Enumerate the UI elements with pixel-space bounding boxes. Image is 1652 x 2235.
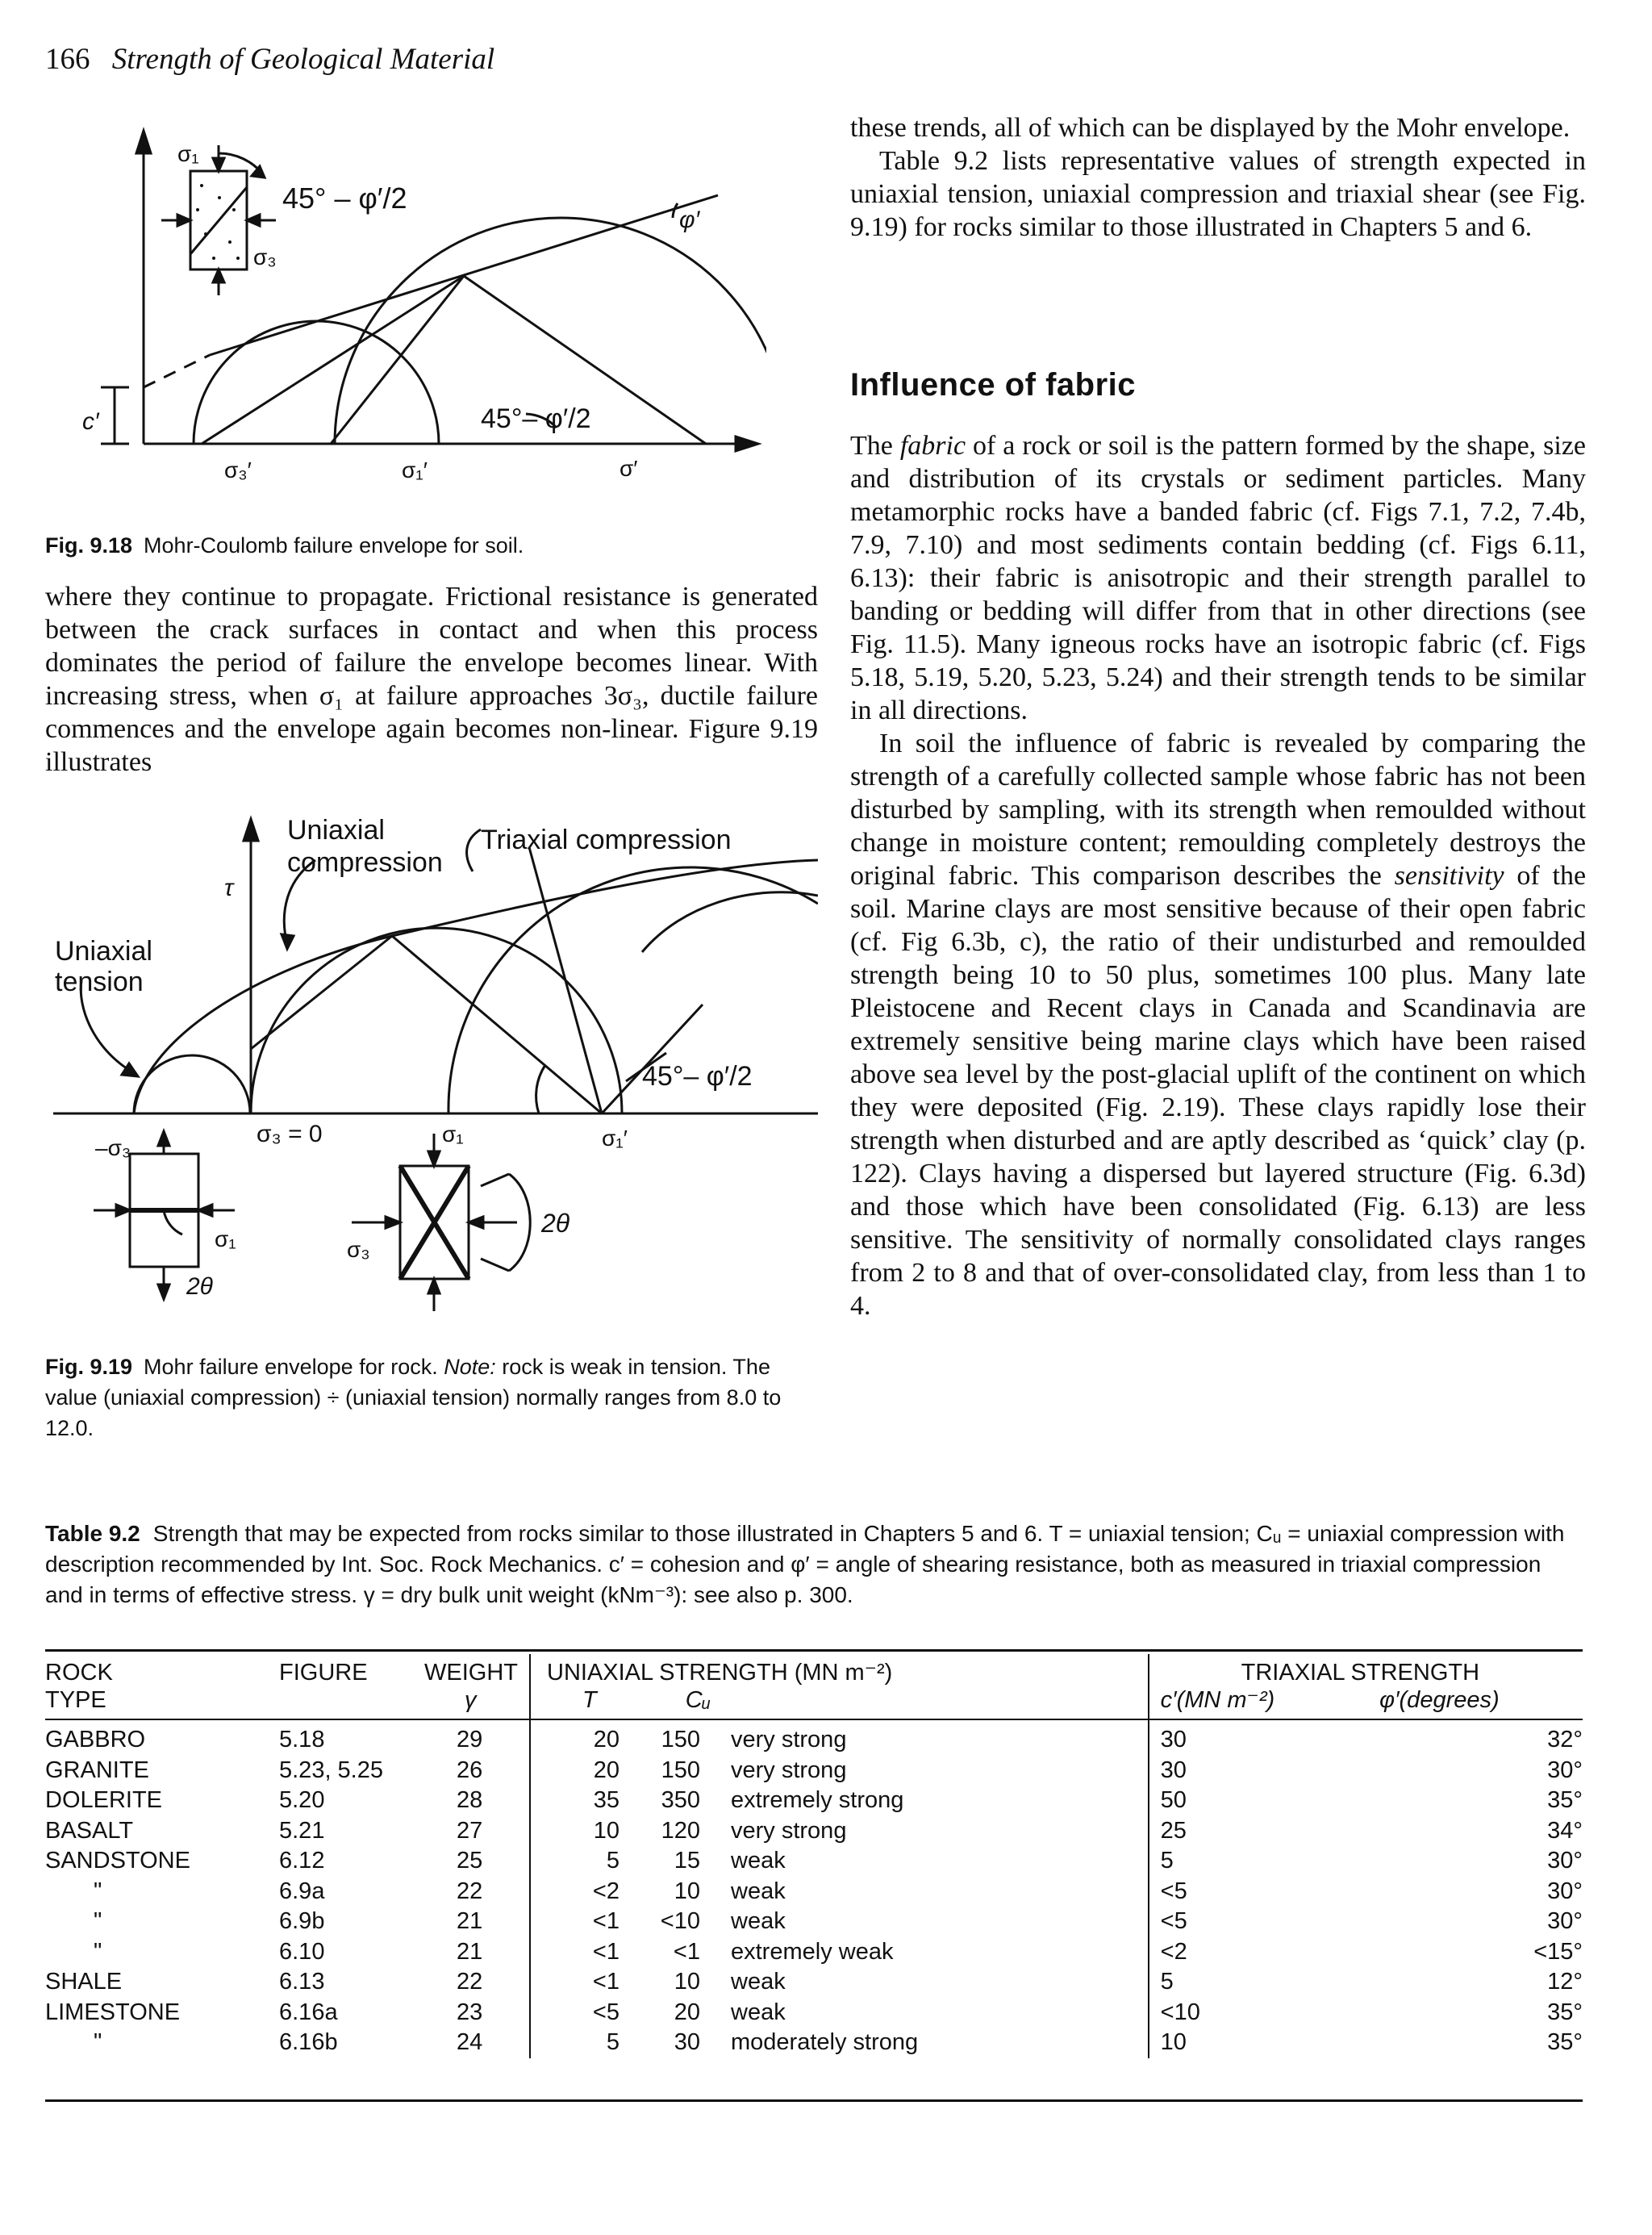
label-angle: 45° – φ′/2 <box>282 182 407 215</box>
table-row <box>45 1967 1583 1998</box>
header-rock: ROCK TYPE <box>45 1660 113 1713</box>
cell-t: 35 <box>530 1786 620 1816</box>
cell-rock: GABBRO <box>45 1727 146 1752</box>
cell-cu: 10 <box>674 1878 700 1904</box>
fig-9-18-caption-text: Mohr-Coulomb failure envelope for soil. <box>144 533 524 558</box>
label-triaxial: Triaxial compression <box>481 825 732 855</box>
header-triaxial: TRIAXIAL STRENGTH c′(MN m⁻²) φ′(degrees) <box>1149 1654 1583 1714</box>
mohr-circle-uniaxial <box>251 928 622 1113</box>
cell-figure: 6.10 <box>279 1938 325 1965</box>
table-9-2-label: Table 9.2 <box>45 1521 140 1546</box>
cell-c: 30 <box>1149 1756 1371 1786</box>
cell-figure: 5.18 <box>279 1727 325 1752</box>
cell-rock: BASALT <box>45 1817 134 1844</box>
right-column-top <box>850 111 1586 244</box>
cell-phi: 35° <box>1547 1787 1583 1813</box>
cell-rock: " <box>94 1908 102 1934</box>
cell-desc: very strong <box>731 1727 847 1752</box>
cell-figure: 6.9a <box>279 1878 325 1904</box>
cell-phi: 34° <box>1547 1817 1583 1844</box>
cell-t: 20 <box>530 1714 620 1756</box>
cell-desc: extremely strong <box>731 1787 904 1813</box>
right-column-body <box>850 429 1586 1322</box>
cell-figure: 6.13 <box>279 1969 325 1995</box>
label-sigma3-prime: σ₃′ <box>224 457 252 483</box>
cell-phi: <15° <box>1533 1938 1583 1965</box>
label-sigma-prime: σ′ <box>620 456 638 481</box>
label-phi: φ′ <box>679 207 700 233</box>
cell-rock: LIMESTONE <box>45 1999 181 2025</box>
cell-weight: 27 <box>457 1817 483 1844</box>
cell-phi: 30° <box>1547 1757 1583 1783</box>
cell-c: 5 <box>1149 1967 1371 1998</box>
cell-rock: SANDSTONE <box>45 1848 190 1874</box>
cell-t: 10 <box>530 1816 620 1847</box>
cell-desc: moderately strong <box>731 2029 919 2055</box>
cell-weight: 22 <box>457 1878 483 1904</box>
cell-phi: 30° <box>1547 1908 1583 1934</box>
cell-c: <10 <box>1149 1998 1371 2028</box>
cell-weight: 28 <box>457 1787 483 1813</box>
label-angle: 45°– φ′/2 <box>642 1061 753 1092</box>
cell-c: 5 <box>1149 1846 1371 1877</box>
fig-9-19-note: Note: <box>444 1355 496 1379</box>
cell-rock: " <box>94 1938 102 1965</box>
cell-cu: 30 <box>674 2029 700 2055</box>
section-heading: Influence of fabric <box>850 367 1136 403</box>
cell-t: <2 <box>530 1877 620 1907</box>
table-header-row <box>45 1654 1583 1714</box>
cell-cu: <10 <box>660 1908 700 1934</box>
page-number: 166 <box>45 43 90 76</box>
cell-t: <1 <box>530 1967 620 1998</box>
cell-weight: 22 <box>457 1969 483 1995</box>
failure-envelope <box>210 195 718 355</box>
label-sigma3: σ₃ <box>253 244 277 269</box>
cell-phi: 32° <box>1547 1727 1583 1752</box>
label-sigma1-prime: σ₁′ <box>402 457 428 483</box>
cell-desc: very strong <box>731 1757 847 1783</box>
cell-rock: GRANITE <box>45 1757 149 1783</box>
cell-weight: 29 <box>457 1727 483 1752</box>
cell-rock: SHALE <box>45 1969 123 1995</box>
cell-cu: 150 <box>661 1727 700 1752</box>
table-bottom-rule <box>45 2099 1583 2102</box>
right-paragraph-2: Table 9.2 lists representative values of strength expected in uniaxial tension, uniaxial compression and triaxial shear (see Fig. 9.19) for rocks similar to those illustrated in Chapters 5 and 6. <box>850 146 1586 242</box>
cell-t: <5 <box>530 1998 620 2028</box>
table-row <box>45 1907 1583 1937</box>
fig-9-19-caption <box>45 1351 818 1443</box>
cell-figure: 6.16b <box>279 2029 338 2055</box>
table-9-2 <box>45 1654 1583 2058</box>
mohr-circle-tension <box>134 1055 250 1113</box>
label-sigma3-zero: σ₃ = 0 <box>257 1121 323 1147</box>
cell-cu: 120 <box>661 1817 700 1844</box>
cell-t: 5 <box>530 2028 620 2058</box>
label-uniaxial-tension-2: tension <box>55 967 144 997</box>
label-c-prime: c′ <box>82 408 99 435</box>
cell-rock: " <box>94 2029 102 2055</box>
cell-c: 50 <box>1149 1786 1371 1816</box>
table-9-2-caption <box>45 1519 1583 1610</box>
cell-desc: weak <box>731 1969 786 1995</box>
left-paragraph <box>45 580 818 779</box>
cell-figure: 5.23, 5.25 <box>279 1757 383 1783</box>
label-sigma1-shear: σ₁ <box>442 1122 464 1147</box>
header-figure: FIGURE <box>279 1660 368 1686</box>
cell-rock: " <box>94 1878 102 1904</box>
cell-phi: 35° <box>1547 2029 1583 2055</box>
cell-figure: 6.16a <box>279 1999 338 2025</box>
cell-cu: 150 <box>661 1757 700 1783</box>
running-head <box>45 42 494 77</box>
label-uniaxial-tension-1: Uniaxial <box>55 936 152 967</box>
label-neg-sigma3: –σ₃ <box>95 1135 131 1160</box>
cell-figure: 6.9b <box>279 1908 325 1934</box>
left-paragraph-text: where they continue to propagate. Frictional resistance is generated between the crack surfaces in contact and when this process dominates the period of failure the envelope becomes linear. With increasing stress, when σ₁ at failure approaches 3σ₃, ductile failure commences and the envelope again becomes non-linear. Figure 9.19 illustrates <box>45 582 818 777</box>
label-two-theta-tension: 2θ <box>186 1273 213 1300</box>
cell-t: <1 <box>530 1937 620 1968</box>
cell-desc: weak <box>731 1848 786 1874</box>
cell-desc: very strong <box>731 1817 847 1844</box>
label-two-theta-shear: 2θ <box>541 1209 570 1238</box>
cell-c: 10 <box>1149 2028 1371 2058</box>
header-weight: WEIGHT γ <box>424 1660 518 1713</box>
cell-phi: 35° <box>1547 1999 1583 2025</box>
sigma-axis-arrow <box>736 437 758 451</box>
table-row <box>45 1786 1583 1816</box>
right-paragraph-1: these trends, all of which can be displayed by the Mohr envelope. <box>850 113 1571 143</box>
fig-9-19-diagram <box>45 807 818 1331</box>
right-paragraph-4: In soil the influence of fabric is revealed by comparing the strength of a carefully collected sample whose fabric has not been disturbed by sampling, with its strength when remoulded without change in moisture content; remoulding completely destroys the original fabric. This comparison describes the sensitivity of the soil. Marine clays are most sensitive because of their open fabric (cf. Fig 6.3b, c), the ratio of their undisturbed and remoulded strength being 10 to 50 plus, sometimes 100 plus. Many late Pleistocene and Recent clays in Canada and Scandinavia are extremely sensitive being marine clays which have been raised above sea level by the post-glacial uplift of the continent on which they were deposited (Fig. 2.19). These clays rapidly lose their strength when disturbed and are aptly described as ‘quick’ clay (p. 122). Clays having a dispersed but layered structure (Fig. 6.3d) and those which have been consolidated (Fig. 6.13) are less sensitive. The sensitivity of normally consolidated clays ranges from 2 to 8 and that of over-consolidated clay, from less than 1 to 4. <box>850 729 1587 1321</box>
cell-desc: weak <box>731 1908 786 1934</box>
label-uniaxial-comp-2: compression <box>287 847 443 878</box>
construction-line-1 <box>202 276 464 444</box>
cell-figure: 5.21 <box>279 1817 325 1844</box>
header-uniaxial: UNIAXIAL STRENGTH (MN m⁻²) T Cᵤ <box>530 1654 1149 1714</box>
table-row <box>45 1937 1583 1968</box>
cell-weight: 25 <box>457 1848 483 1874</box>
cell-desc: extremely weak <box>731 1938 894 1965</box>
cell-c: <2 <box>1149 1937 1371 1968</box>
label-sigma3-shear: σ₃ <box>347 1237 370 1262</box>
tau-axis-arrow <box>136 131 151 153</box>
table-row <box>45 1846 1583 1877</box>
cell-cu: 15 <box>674 1848 700 1874</box>
fig-9-19-label: Fig. 9.19 <box>45 1355 133 1379</box>
cell-c: 25 <box>1149 1816 1371 1847</box>
table-row <box>45 1877 1583 1907</box>
table-row <box>45 1756 1583 1786</box>
cell-weight: 24 <box>457 2029 483 2055</box>
cell-weight: 21 <box>457 1938 483 1965</box>
label-tau: τ <box>224 875 234 901</box>
label-uniaxial-comp-1: Uniaxial <box>287 815 385 846</box>
label-sigma1: σ₁ <box>177 141 199 166</box>
label-angle-2: 45°– φ′/2 <box>481 403 591 434</box>
cell-cu: 10 <box>674 1969 700 1995</box>
table-row <box>45 2028 1583 2058</box>
cell-phi: 30° <box>1547 1878 1583 1904</box>
right-paragraph-3: The fabric of a rock or soil is the pattern formed by the shape, size and distribution of its crystals or sediment particles. Many metamorphic rocks have a banded fabric (cf. Figs 7.1, 7.2, 7.4b, 7.9, 7.10) and most sediments contain bedding (cf. Figs 6.11, 6.13): their fabric is anisotropic and their strength parallel to banding or bedding will differ from that in other directions (see Fig. 11.5). Many igneous rocks have an isotropic fabric (cf. Figs 5.18, 5.19, 5.20, 5.23, 5.24) and their strength tends to be similar in all directions. <box>850 431 1587 725</box>
cell-figure: 5.20 <box>279 1787 325 1813</box>
phi-arc <box>673 203 678 218</box>
cell-t: 5 <box>530 1846 620 1877</box>
cell-phi: 30° <box>1547 1848 1583 1874</box>
fig-9-18-label: Fig. 9.18 <box>45 533 133 558</box>
cell-desc: weak <box>731 1999 786 2025</box>
cell-t: 20 <box>530 1756 620 1786</box>
table-row <box>45 1998 1583 2028</box>
envelope-dashed <box>144 355 210 387</box>
table-row <box>45 1816 1583 1847</box>
table-9-2-caption-text: Strength that may be expected from rocks similar to those illustrated in Chapters 5 and 6. T = uniaxial tension; Cᵤ = uniaxial compression with description recommended by Int. Soc. Rock Mechanics. c′ = cohesion and φ′ = angle of shearing resistance, both as measured in triaxial compression and in terms of effective stress. γ = dry bulk unit weight (kNm⁻³): see also p. 300. <box>45 1521 1565 1607</box>
cell-cu: 350 <box>661 1787 700 1813</box>
fig-9-18-caption <box>45 530 771 561</box>
fig-9-19-caption-b: rock is weak in tension. The value (uniaxial compression) ÷ (uniaxial tension) normally ranges from 8.0 to 12.0. <box>45 1355 782 1440</box>
fig-9-18-diagram <box>81 121 766 508</box>
table-header-rule <box>45 1719 1583 1720</box>
cell-figure: 6.12 <box>279 1848 325 1874</box>
cell-cu: 20 <box>674 1999 700 2025</box>
cell-phi: 12° <box>1547 1969 1583 1995</box>
cell-weight: 26 <box>457 1757 483 1783</box>
label-sigma1-prime: σ₁′ <box>602 1126 628 1151</box>
table-top-rule <box>45 1649 1583 1652</box>
cell-t: <1 <box>530 1907 620 1937</box>
cell-weight: 23 <box>457 1999 483 2025</box>
cell-c: 30 <box>1149 1714 1371 1756</box>
cell-rock: DOLERITE <box>45 1787 163 1813</box>
cell-c: <5 <box>1149 1877 1371 1907</box>
book-title: Strength of Geological Material <box>111 43 495 76</box>
cell-c: <5 <box>1149 1907 1371 1937</box>
cell-desc: weak <box>731 1878 786 1904</box>
cell-cu: <1 <box>673 1938 700 1965</box>
label-sigma1-tension: σ₁ <box>215 1226 236 1251</box>
cell-weight: 21 <box>457 1908 483 1934</box>
fig-9-19-caption-a: Mohr failure envelope for rock. <box>144 1355 438 1379</box>
